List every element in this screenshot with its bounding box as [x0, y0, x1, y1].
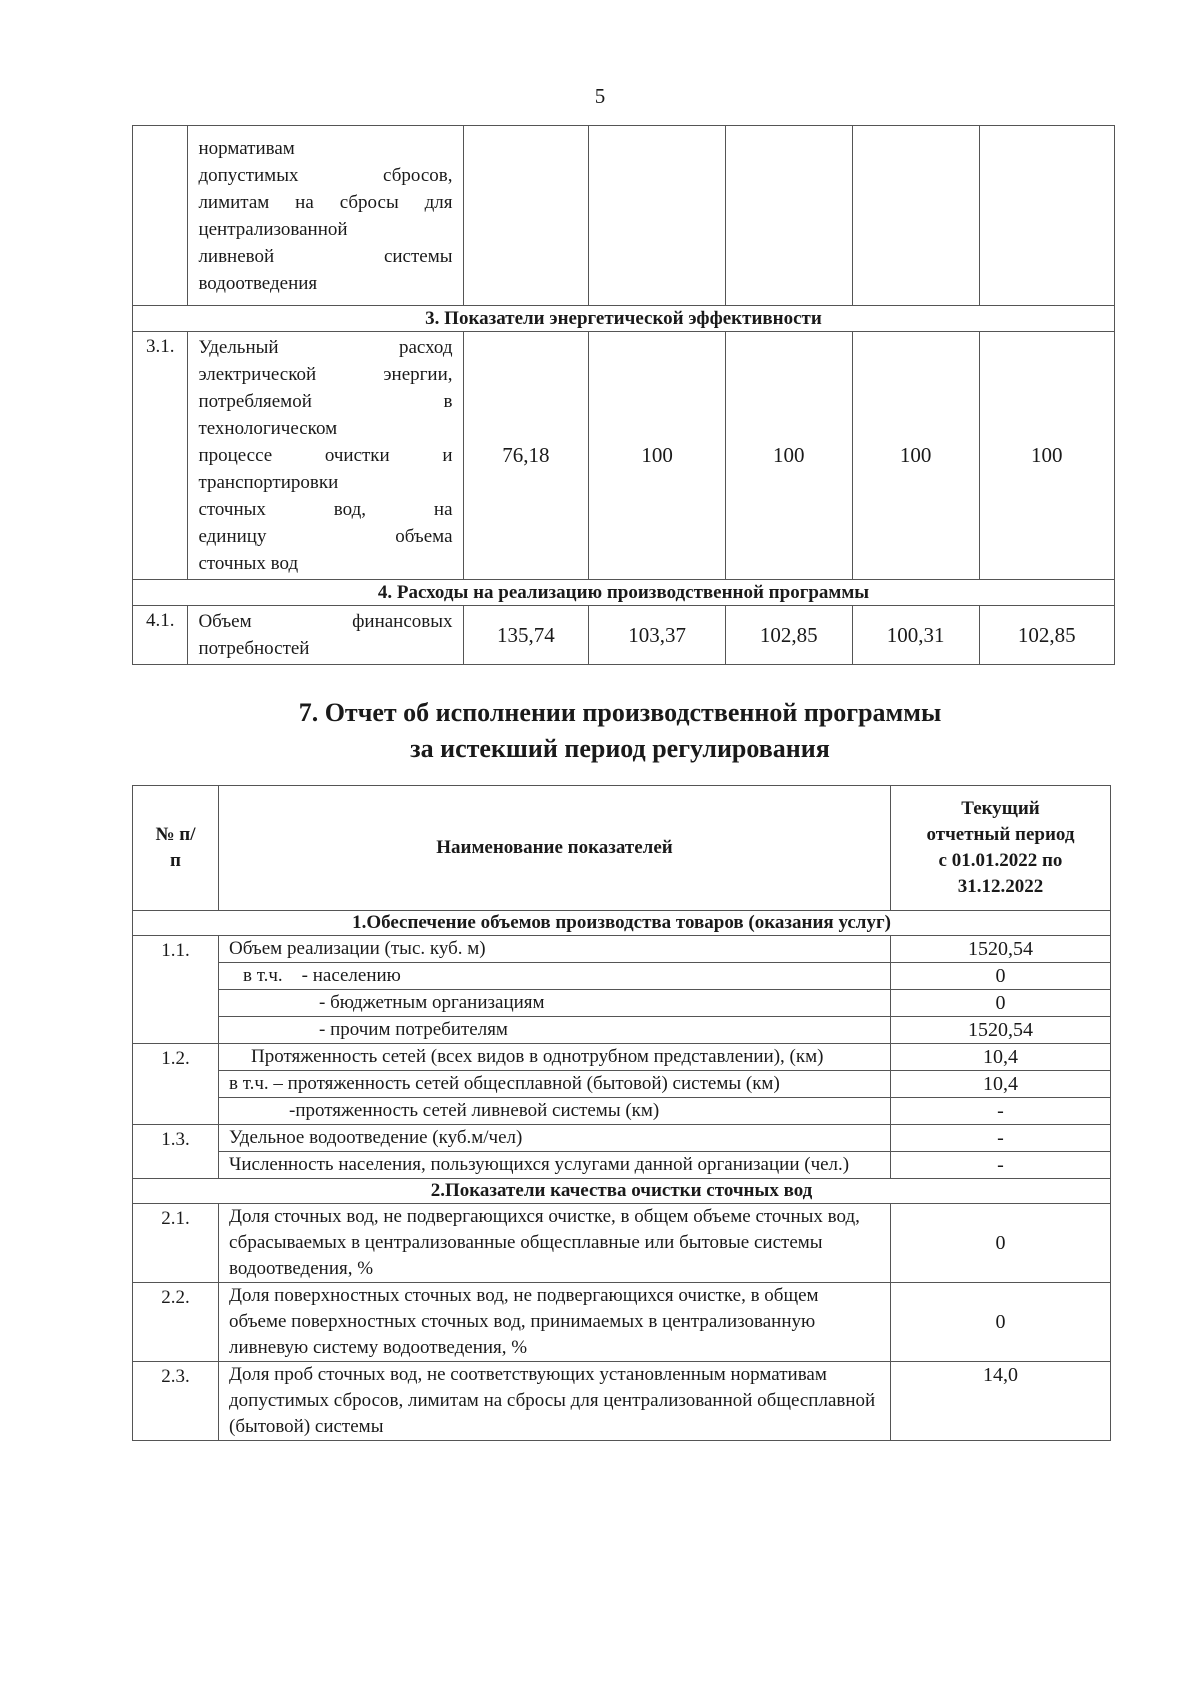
table-row: [133, 1204, 1111, 1283]
row-number: 1.3.: [133, 1125, 219, 1179]
indicator-name: в т.ч. - населению: [219, 963, 891, 990]
value-cell: [463, 126, 589, 306]
table-row: [133, 1152, 1111, 1179]
value-cell: 100: [852, 332, 979, 580]
value-cell: [852, 126, 979, 306]
value-cell: 1520,54: [891, 1017, 1111, 1044]
value-cell: 10,4: [891, 1071, 1111, 1098]
indicator-name: Доля сточных вод, не подвергающихся очистке, в общем объеме сточных вод, сбрасываемых в централизованные общесплавные или бытовые системы водоотведения, %: [219, 1204, 891, 1283]
table-row: [133, 990, 1111, 1017]
page-number: 5: [594, 84, 606, 108]
value-cell: 100: [979, 332, 1114, 580]
section-title: 4. Расходы на реализацию производственной программы: [133, 580, 1115, 606]
value-cell: 14,0: [891, 1362, 1111, 1441]
value-cell: [725, 126, 852, 306]
indicator-name: в т.ч. – протяженность сетей общесплавной (бытовой) системы (км): [219, 1071, 891, 1098]
value-cell: 100,31: [852, 606, 979, 665]
value-cell: 102,85: [979, 606, 1114, 665]
row-number: 2.2.: [133, 1283, 219, 1362]
indicator-name: Удельное водоотведение (куб.м/чел): [219, 1125, 891, 1152]
value-cell: 103,37: [589, 606, 725, 665]
value-cell: 0: [891, 1204, 1111, 1283]
row-number: 2.3.: [133, 1362, 219, 1441]
value-cell: 100: [725, 332, 852, 580]
row-number: 2.1.: [133, 1204, 219, 1283]
table-row: [133, 1283, 1111, 1362]
value-cell: 1520,54: [891, 936, 1111, 963]
table-row: [133, 1098, 1111, 1125]
section-heading: 7. Отчет об исполнении производственной программы за истекший период регулирования: [298, 698, 942, 763]
value-cell: 0: [891, 1283, 1111, 1362]
table-row: [133, 1044, 1111, 1071]
value-cell: 10,4: [891, 1044, 1111, 1071]
table-row: [133, 606, 1115, 665]
indicator-name: Доля поверхностных сточных вод, не подвергающихся очистке, в общем объеме поверхностных сточных вод, принимаемых в централизованную ливневую систему водоотведения, %: [219, 1283, 891, 1362]
header-period: Текущий отчетный период с 01.01.2022 по 31.12.2022: [891, 786, 1111, 911]
row-number: 1.1.: [133, 936, 219, 1044]
row-number: [133, 126, 188, 306]
value-cell: 100: [589, 332, 725, 580]
section-row: [133, 911, 1111, 936]
table-row: [133, 1017, 1111, 1044]
value-cell: -: [891, 1125, 1111, 1152]
indicator-name: - бюджетным организациям: [219, 990, 891, 1017]
value-cell: -: [891, 1098, 1111, 1125]
indicator-name: Доля проб сточных вод, не соответствующих установленным нормативам допустимых сбросов, лимитам на сбросы для централизованной общесплавной (бытовой) системы: [219, 1362, 891, 1441]
value-cell: [979, 126, 1114, 306]
indicator-name: Объем финансовых потребностей: [188, 606, 463, 665]
row-number: 1.2.: [133, 1044, 219, 1125]
indicator-name: нормативам допустимых сбросов, лимитам на сбросы для централизованной ливневой системы водоотведения: [188, 126, 463, 306]
indicator-name: Протяженность сетей (всех видов в однотрубном представлении), (км): [219, 1044, 891, 1071]
section-row: [133, 1179, 1111, 1204]
value-cell: -: [891, 1152, 1111, 1179]
value-cell: 76,18: [463, 332, 589, 580]
value-cell: 0: [891, 963, 1111, 990]
table-row: [133, 1362, 1111, 1441]
section-title: 3. Показатели энергетической эффективности: [133, 306, 1115, 332]
header-name: Наименование показателей: [219, 786, 891, 911]
value-cell: [589, 126, 725, 306]
section-row: [133, 580, 1115, 606]
table-row: [133, 936, 1111, 963]
indicator-name: Удельный расход электрической энергии, потребляемой в технологическом процессе очистки и транспортировки сточных вод, на единицу объема сточных вод: [188, 332, 463, 580]
header-row: [133, 786, 1111, 911]
row-number: 3.1.: [133, 332, 188, 580]
value-cell: 135,74: [463, 606, 589, 665]
indicator-name: Объем реализации (тыс. куб. м): [219, 936, 891, 963]
table-row: [133, 1125, 1111, 1152]
indicator-name: - прочим потребителям: [219, 1017, 891, 1044]
table-row: [133, 126, 1115, 306]
section-row: [133, 306, 1115, 332]
section-title: 2.Показатели качества очистки сточных вод: [133, 1179, 1111, 1204]
value-cell: 102,85: [725, 606, 852, 665]
table-row: [133, 332, 1115, 580]
table-row: [133, 963, 1111, 990]
table-row: [133, 1071, 1111, 1098]
indicator-name: -протяженность сетей ливневой системы (км): [219, 1098, 891, 1125]
section-title: 1.Обеспечение объемов производства товаров (оказания услуг): [133, 911, 1111, 936]
value-cell: 0: [891, 990, 1111, 1017]
header-num: № п/п: [133, 786, 219, 911]
indicator-name: Численность населения, пользующихся услугами данной организации (чел.): [219, 1152, 891, 1179]
program-report-table: [132, 785, 1111, 1441]
indicators-table-continued: [132, 125, 1115, 665]
row-number: 4.1.: [133, 606, 188, 665]
